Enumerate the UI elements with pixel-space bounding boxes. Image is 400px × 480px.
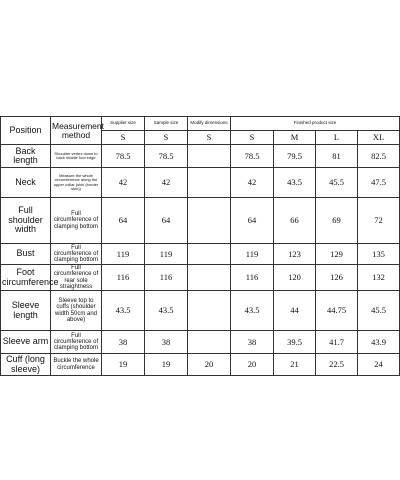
value-cell-s: 64 [231, 198, 274, 244]
position-cell: Sleeve length [1, 291, 51, 331]
value-cell-sample: 119 [145, 244, 188, 265]
value-cell-supplier: 64 [102, 198, 145, 244]
size-table [0, 116, 400, 376]
value-cell-modify [188, 168, 231, 198]
value-cell-supplier: 119 [102, 244, 145, 265]
size-chart [0, 116, 400, 376]
method-cell: Full circumference of clamping bottom [51, 331, 102, 354]
method-cell: Full circumference of rear sole straightness [51, 265, 102, 291]
value-cell-supplier: 19 [102, 354, 145, 376]
table-row [1, 244, 400, 265]
value-cell-m: 66 [274, 198, 316, 244]
table-row [1, 354, 400, 376]
modify-dimensions-header: Modify dimensions [188, 117, 231, 131]
supplier-size-header: Supplier size [102, 117, 145, 131]
value-cell-m: 123 [274, 244, 316, 265]
table-row [1, 331, 400, 354]
value-cell-l: 45.5 [316, 168, 358, 198]
value-cell-l: 41.7 [316, 331, 358, 354]
position-cell: Cuff (long sleeve) [1, 354, 51, 376]
value-cell-l: 22.5 [316, 354, 358, 376]
value-cell-supplier: 42 [102, 168, 145, 198]
value-cell-modify [188, 331, 231, 354]
table-row [1, 291, 400, 331]
value-cell-modify [188, 265, 231, 291]
value-cell-m: 79.5 [274, 145, 316, 168]
value-cell-sample: 42 [145, 168, 188, 198]
value-cell-s: 78.5 [231, 145, 274, 168]
position-cell: Bust [1, 244, 51, 265]
value-cell-sample: 43.5 [145, 291, 188, 331]
value-cell-xl: 132 [358, 265, 400, 291]
finished-size-label-l: L [316, 131, 358, 145]
finished-size-label-m: M [274, 131, 316, 145]
supplier-size-label: S [102, 131, 145, 145]
modify-size-label: S [188, 131, 231, 145]
finished-size-label-s: S [231, 131, 274, 145]
table-row [1, 168, 400, 198]
value-cell-m: 43.5 [274, 168, 316, 198]
position-header: Position [1, 117, 51, 145]
value-cell-l: 81 [316, 145, 358, 168]
value-cell-supplier: 38 [102, 331, 145, 354]
value-cell-l: 44.75 [316, 291, 358, 331]
table-row [1, 145, 400, 168]
value-cell-l: 129 [316, 244, 358, 265]
value-cell-modify: 20 [188, 354, 231, 376]
position-cell: Foot circumference [1, 265, 51, 291]
table-row [1, 265, 400, 291]
position-cell: Back length [1, 145, 51, 168]
method-cell: Buckle the whole circumference [51, 354, 102, 376]
value-cell-s: 119 [231, 244, 274, 265]
value-cell-m: 39.5 [274, 331, 316, 354]
value-cell-xl: 43.9 [358, 331, 400, 354]
sample-size-header: Sample size [145, 117, 188, 131]
value-cell-sample: 64 [145, 198, 188, 244]
value-cell-sample: 38 [145, 331, 188, 354]
value-cell-modify [188, 244, 231, 265]
finished-size-label-xl: XL [358, 131, 400, 145]
method-cell: Full circumference of clamping bottom [51, 244, 102, 265]
value-cell-xl: 135 [358, 244, 400, 265]
value-cell-xl: 72 [358, 198, 400, 244]
value-cell-xl: 24 [358, 354, 400, 376]
value-cell-xl: 47.5 [358, 168, 400, 198]
position-cell: Sleeve arm [1, 331, 51, 354]
method-cell: Measure the whole circumference along the upper collar (skin (border skin)) [51, 168, 102, 198]
value-cell-s: 43.5 [231, 291, 274, 331]
table-row [1, 198, 400, 244]
value-cell-s: 42 [231, 168, 274, 198]
value-cell-m: 120 [274, 265, 316, 291]
value-cell-sample: 116 [145, 265, 188, 291]
value-cell-s: 116 [231, 265, 274, 291]
value-cell-l: 126 [316, 265, 358, 291]
value-cell-modify [188, 198, 231, 244]
value-cell-s: 20 [231, 354, 274, 376]
method-cell: Full circumference of clamping bottom [51, 198, 102, 244]
value-cell-l: 69 [316, 198, 358, 244]
value-cell-xl: 82.5 [358, 145, 400, 168]
method-cell: Shoulder vertex down to back middle foot edge [51, 145, 102, 168]
value-cell-m: 21 [274, 354, 316, 376]
value-cell-modify [188, 291, 231, 331]
finished-size-header: Finished product size [231, 117, 400, 131]
value-cell-sample: 78.5 [145, 145, 188, 168]
position-cell: Full shoulder width [1, 198, 51, 244]
value-cell-supplier: 43.5 [102, 291, 145, 331]
value-cell-s: 38 [231, 331, 274, 354]
position-cell: Neck [1, 168, 51, 198]
value-cell-supplier: 78.5 [102, 145, 145, 168]
sample-size-label: S [145, 131, 188, 145]
value-cell-m: 44 [274, 291, 316, 331]
group-header-row [1, 117, 400, 131]
value-cell-xl: 45.5 [358, 291, 400, 331]
method-cell: Sleeve top to cuffs (shoulder width 50cm and above) [51, 291, 102, 331]
value-cell-supplier: 116 [102, 265, 145, 291]
method-header: Measurement method [51, 117, 102, 145]
value-cell-sample: 19 [145, 354, 188, 376]
value-cell-modify [188, 145, 231, 168]
